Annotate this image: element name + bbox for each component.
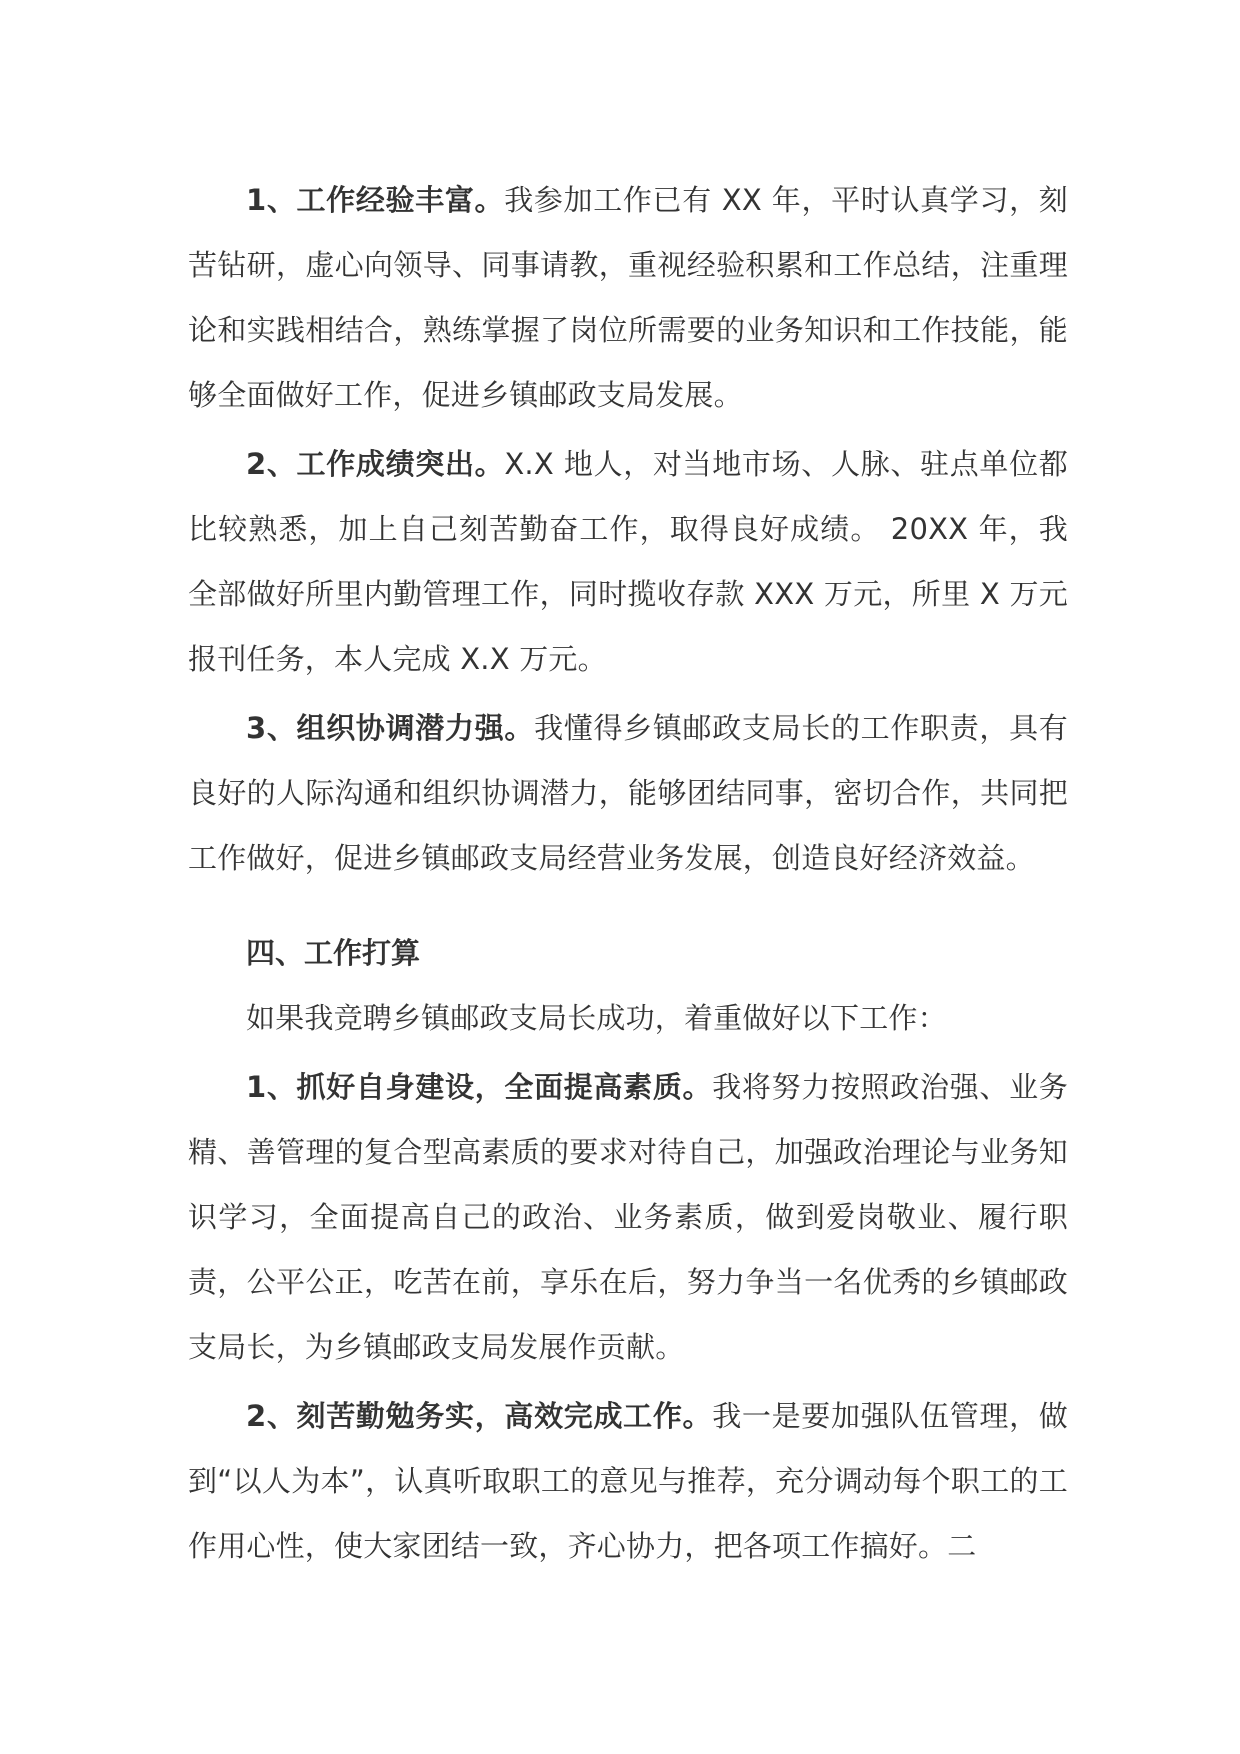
paragraph-achievements [188,432,1068,692]
paragraph-lead: 2、刻苦勤勉务实，高效完成工作。 [246,1399,713,1433]
paragraph-text: 我将努力按照政治强、业务精、善管理的复合型高素质的要求对待自己，加强政治理论与业务知识学习，全面提高自己的政治、业务素质，做到爱岗敬业、履行职责，公平公正，吃苦在前，享乐在后，努力争当一名优秀的乡镇邮政支局长，为乡镇邮政支局发展作贡献。 [188,1070,1068,1364]
paragraph-text: 我一是要加强队伍管理，做到“以人为本”，认真听取职工的意见与推荐，充分调动每个职工的工作用心性，使大家团结一致，齐心协力，把各项工作搞好。二 [188,1399,1068,1563]
section-heading: 四、工作打算 [246,936,421,970]
paragraph-experience [188,168,1068,428]
paragraph-lead: 2、工作成绩突出。 [246,447,505,481]
paragraph-text: 我参加工作已有 XX 年，平时认真学习，刻苦钻研，虚心向领导、同事请教，重视经验积累和工作总结，注重理论和实践相结合，熟练掌握了岗位所需要的业务知识和工作技能，能够全面做好工作，促进乡镇邮政支局发展。 [188,183,1069,412]
paragraph-self-building [188,1055,1068,1380]
paragraph-diligence [188,1384,1068,1579]
paragraph-text: X.X 地人，对当地市场、人脉、驻点单位都比较熟悉，加上自己刻苦勤奋工作，取得良好成绩。 20XX 年，我全部做好所里内勤管理工作，同时揽收存款 XXX 万元，所里 X 万元报刊任务，本人完成 X.X 万元。 [188,447,1068,676]
paragraph-coordination [188,696,1068,891]
paragraph-lead: 1、工作经验丰富。 [246,183,505,217]
paragraph-lead: 1、抓好自身建设，全面提高素质。 [246,1070,713,1104]
paragraph-text: 我懂得乡镇邮政支局长的工作职责，具有良好的人际沟通和组织协调潜力，能够团结同事，密切合作，共同把工作做好，促进乡镇邮政支局经营业务发展，创造良好经济效益。 [188,711,1068,875]
section-intro: 如果我竞聘乡镇邮政支局长成功，着重做好以下工作： [246,1001,947,1035]
paragraph-lead: 3、组织协调潜力强。 [246,711,535,745]
document-page [188,168,1068,1583]
